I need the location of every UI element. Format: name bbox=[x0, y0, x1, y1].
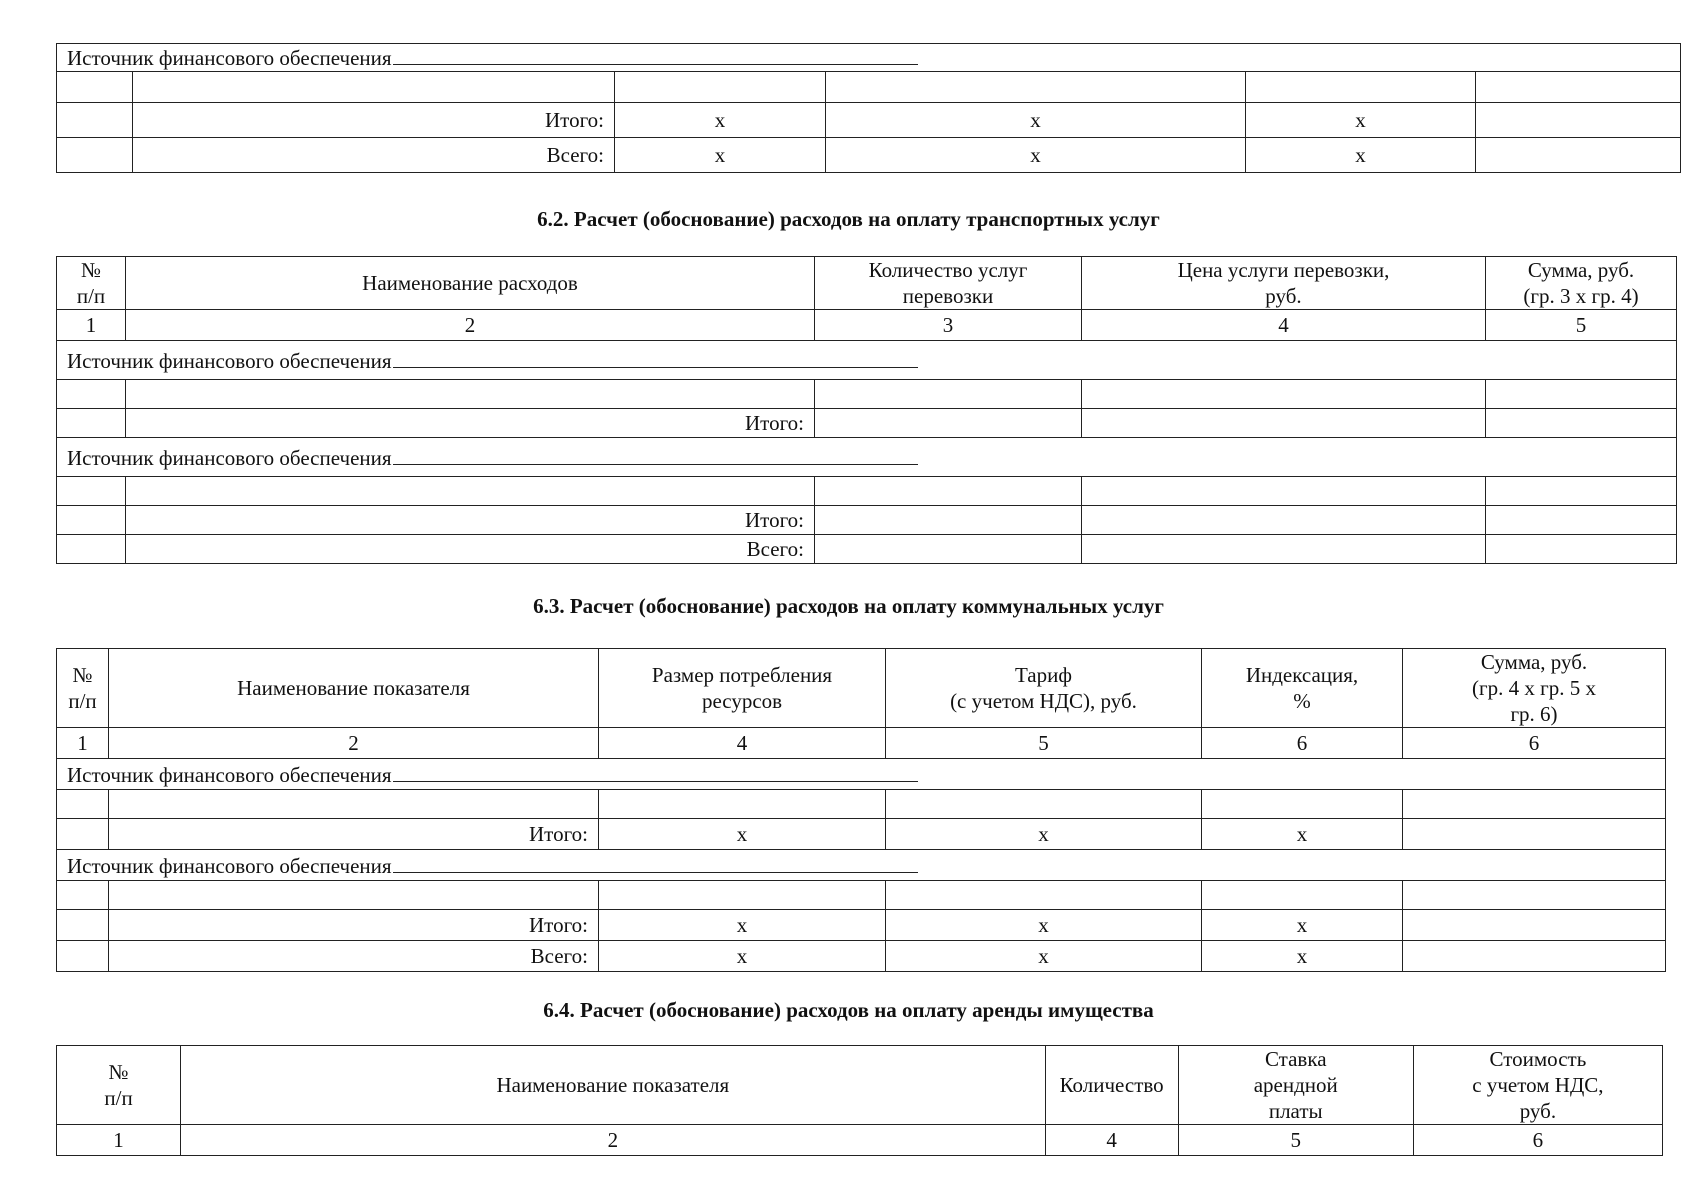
source-row bbox=[57, 438, 1677, 477]
cell[interactable] bbox=[57, 881, 109, 910]
cell[interactable] bbox=[1486, 380, 1677, 409]
cell[interactable] bbox=[886, 790, 1202, 819]
column-number: 6 bbox=[1403, 728, 1666, 759]
table-row bbox=[57, 380, 1677, 409]
column-number: 3 bbox=[815, 310, 1082, 341]
cell[interactable] bbox=[1202, 881, 1403, 910]
header-row bbox=[57, 257, 1677, 310]
itogo-label: Итого: bbox=[133, 103, 615, 138]
cell bbox=[57, 506, 126, 535]
source-row bbox=[57, 759, 1666, 790]
header-row bbox=[57, 649, 1666, 728]
cell[interactable] bbox=[1476, 72, 1681, 103]
column-number: 5 bbox=[1486, 310, 1677, 341]
cell[interactable] bbox=[126, 477, 815, 506]
source-row bbox=[57, 44, 1681, 72]
sum-cell[interactable] bbox=[1476, 103, 1681, 138]
header-cell: Наименование расходов bbox=[126, 257, 815, 310]
itogo-label: Итого: bbox=[126, 409, 815, 438]
x-mark: х bbox=[1246, 103, 1476, 138]
cell[interactable] bbox=[1082, 380, 1486, 409]
column-number: 2 bbox=[126, 310, 815, 341]
cell[interactable] bbox=[886, 881, 1202, 910]
cell[interactable] bbox=[815, 409, 1082, 438]
cell[interactable] bbox=[815, 535, 1082, 564]
sum-cell[interactable] bbox=[1403, 910, 1666, 941]
header-cell: № п/п bbox=[57, 649, 109, 728]
column-number: 2 bbox=[109, 728, 599, 759]
x-mark: х bbox=[1246, 138, 1476, 173]
itogo-row bbox=[57, 910, 1666, 941]
table-continuation bbox=[56, 43, 1681, 173]
header-cell: Наименование показателя bbox=[181, 1046, 1046, 1125]
x-mark: х bbox=[886, 910, 1202, 941]
sum-cell[interactable] bbox=[1476, 138, 1681, 173]
source-fill-line[interactable] bbox=[393, 761, 918, 782]
x-mark: х bbox=[599, 910, 886, 941]
itogo-row bbox=[57, 819, 1666, 850]
cell bbox=[57, 409, 126, 438]
cell[interactable] bbox=[1403, 881, 1666, 910]
header-cell: Количество bbox=[1045, 1046, 1178, 1125]
cell[interactable] bbox=[1082, 409, 1486, 438]
cell[interactable] bbox=[815, 477, 1082, 506]
x-mark: х bbox=[599, 941, 886, 972]
section-6-3-title: 6.3. Расчет (обоснование) расходов на оплату коммунальных услуг bbox=[533, 594, 1164, 618]
vsego-row bbox=[57, 138, 1681, 173]
cell bbox=[57, 819, 109, 850]
vsego-row bbox=[57, 941, 1666, 972]
cell[interactable] bbox=[615, 72, 826, 103]
x-mark: х bbox=[886, 819, 1202, 850]
cell[interactable] bbox=[826, 72, 1246, 103]
table-utilities bbox=[56, 648, 1666, 972]
column-number: 2 bbox=[181, 1125, 1046, 1156]
column-number: 4 bbox=[1045, 1125, 1178, 1156]
cell bbox=[57, 535, 126, 564]
source-fill-line[interactable] bbox=[393, 347, 918, 368]
source-label: Источник финансового обеспечения bbox=[67, 762, 392, 787]
cell[interactable] bbox=[1082, 506, 1486, 535]
column-number: 1 bbox=[57, 310, 126, 341]
source-fill-line[interactable] bbox=[393, 852, 918, 873]
x-mark: х bbox=[826, 138, 1246, 173]
column-number: 6 bbox=[1413, 1125, 1662, 1156]
section-6-4-title: 6.4. Расчет (обоснование) расходов на оплату аренды имущества bbox=[543, 998, 1154, 1022]
cell[interactable] bbox=[815, 380, 1082, 409]
header-cell: Сумма, руб. (гр. 3 х гр. 4) bbox=[1486, 257, 1677, 310]
cell bbox=[57, 103, 133, 138]
header-cell: Сумма, руб. (гр. 4 х гр. 5 х гр. 6) bbox=[1403, 649, 1666, 728]
table-row bbox=[57, 790, 1666, 819]
vsego-row bbox=[57, 535, 1677, 564]
header-cell: № п/п bbox=[57, 257, 126, 310]
header-cell: Индексация, % bbox=[1202, 649, 1403, 728]
x-mark: х bbox=[886, 941, 1202, 972]
sum-cell[interactable] bbox=[1403, 941, 1666, 972]
vsego-label: Всего: bbox=[109, 941, 599, 972]
vsego-label: Всего: bbox=[126, 535, 815, 564]
vsego-label: Всего: bbox=[133, 138, 615, 173]
cell[interactable] bbox=[126, 380, 815, 409]
header-cell: Стоимость с учетом НДС, руб. bbox=[1413, 1046, 1662, 1125]
column-number: 1 bbox=[57, 1125, 181, 1156]
column-number: 5 bbox=[886, 728, 1202, 759]
source-row bbox=[57, 850, 1666, 881]
source-fill-line[interactable] bbox=[393, 444, 918, 465]
cell[interactable] bbox=[1202, 790, 1403, 819]
table-row bbox=[57, 477, 1677, 506]
cell[interactable] bbox=[599, 790, 886, 819]
sum-cell[interactable] bbox=[1403, 819, 1666, 850]
column-number-row bbox=[57, 1125, 1663, 1156]
itogo-label: Итого: bbox=[109, 910, 599, 941]
x-mark: х bbox=[615, 103, 826, 138]
x-mark: х bbox=[599, 819, 886, 850]
cell[interactable] bbox=[57, 790, 109, 819]
header-row bbox=[57, 1046, 1663, 1125]
source-label: Источник финансового обеспечения bbox=[67, 445, 392, 470]
cell[interactable] bbox=[1403, 790, 1666, 819]
column-number: 4 bbox=[1082, 310, 1486, 341]
itogo-label: Итого: bbox=[109, 819, 599, 850]
cell[interactable] bbox=[133, 72, 615, 103]
cell[interactable] bbox=[599, 881, 886, 910]
cell[interactable] bbox=[1246, 72, 1476, 103]
cell bbox=[57, 941, 109, 972]
table-transport bbox=[56, 256, 1677, 564]
itogo-row bbox=[57, 409, 1677, 438]
x-mark: х bbox=[1202, 819, 1403, 850]
cell[interactable] bbox=[815, 506, 1082, 535]
itogo-row bbox=[57, 506, 1677, 535]
x-mark: х bbox=[826, 103, 1246, 138]
header-cell: Цена услуги перевозки, руб. bbox=[1082, 257, 1486, 310]
source-label: Источник финансового обеспечения bbox=[67, 348, 392, 373]
itogo-row bbox=[57, 103, 1681, 138]
column-number: 6 bbox=[1202, 728, 1403, 759]
column-number-row bbox=[57, 728, 1666, 759]
cell[interactable] bbox=[57, 380, 126, 409]
cell[interactable] bbox=[57, 477, 126, 506]
table-row bbox=[57, 72, 1681, 103]
cell[interactable] bbox=[109, 790, 599, 819]
source-row bbox=[57, 341, 1677, 380]
cell[interactable] bbox=[57, 72, 133, 103]
cell[interactable] bbox=[1486, 477, 1677, 506]
table-rent bbox=[56, 1045, 1663, 1156]
section-6-2-title: 6.2. Расчет (обоснование) расходов на оплату транспортных услуг bbox=[537, 207, 1160, 231]
x-mark: х bbox=[1202, 941, 1403, 972]
sum-cell[interactable] bbox=[1486, 535, 1677, 564]
column-number: 5 bbox=[1178, 1125, 1413, 1156]
cell bbox=[57, 910, 109, 941]
column-number: 4 bbox=[599, 728, 886, 759]
source-label: Источник финансового обеспечения bbox=[67, 853, 392, 878]
header-cell: Размер потребления ресурсов bbox=[599, 649, 886, 728]
cell[interactable] bbox=[1082, 477, 1486, 506]
header-cell: № п/п bbox=[57, 1046, 181, 1125]
header-cell: Ставка арендной платы bbox=[1178, 1046, 1413, 1125]
cell[interactable] bbox=[109, 881, 599, 910]
cell bbox=[57, 138, 133, 173]
source-fill-line[interactable] bbox=[393, 44, 918, 65]
source-label: Источник финансового обеспечения bbox=[67, 46, 392, 70]
table-row bbox=[57, 881, 1666, 910]
x-mark: х bbox=[1202, 910, 1403, 941]
header-cell: Количество услуг перевозки bbox=[815, 257, 1082, 310]
x-mark: х bbox=[615, 138, 826, 173]
column-number-row bbox=[57, 310, 1677, 341]
cell[interactable] bbox=[1082, 535, 1486, 564]
sum-cell[interactable] bbox=[1486, 409, 1677, 438]
header-cell: Наименование показателя bbox=[109, 649, 599, 728]
column-number: 1 bbox=[57, 728, 109, 759]
sum-cell[interactable] bbox=[1486, 506, 1677, 535]
itogo-label: Итого: bbox=[126, 506, 815, 535]
header-cell: Тариф (с учетом НДС), руб. bbox=[886, 649, 1202, 728]
